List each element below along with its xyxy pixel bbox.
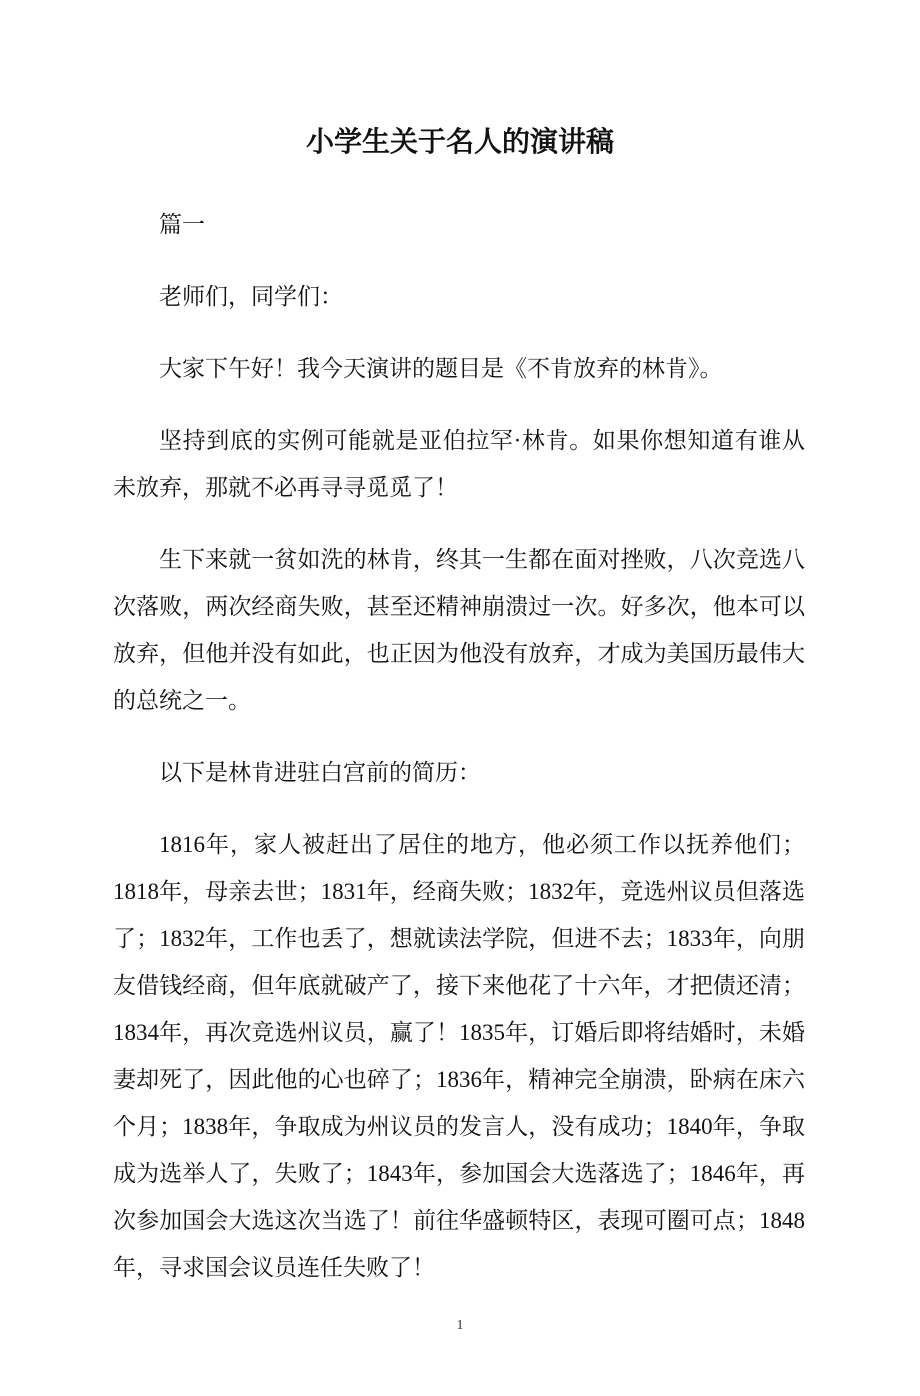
salutation: 老师们，同学们： [159, 284, 343, 309]
section-heading: 篇一 [159, 212, 205, 237]
document-body [113, 201, 805, 1291]
page-number: 1 [456, 1318, 464, 1333]
paragraph: 大家下午好！我今天演讲的题目是《不肯放弃的林肯》。 [159, 356, 723, 381]
paragraph: 生下来就一贫如洗的林肯，终其一生都在面对挫败，八次竞选八次落败，两次经商失败，甚至还精神崩溃过一次。好多次，他本可以放弃，但他并没有如此，也正因为他没有放弃，才成为美国历最伟大的总统之一。 [113, 547, 805, 713]
paragraph: 1816年，家人被赶出了居住的地方，他必须工作以抚养他们；1818年，母亲去世；1831年，经商失败；1832年，竞选州议员但落选了；1832年，工作也丢了，想就读法学院，但进不去；1833年，向朋友借钱经商，但年底就破产了，接下来他花了十六年，才把债还清；1834年，再次竞选州议员，赢了！1835年，订婚后即将结婚时，未婚妻却死了，因此他的心也碎了；1836年，精神完全崩溃，卧病在床六个月；1838年，争取成为州议员的发言人，没有成功；1840年，争取成为选举人了，失败了；1843年，参加国会大选落选了；1846年，再次参加国会大选这次当选了！前往华盛顿特区，表现可圈可点；1848年，寻求国会议员连任失败了！ [113, 832, 805, 1280]
paragraph: 坚持到底的实例可能就是亚伯拉罕·林肯。如果你想知道有谁从未放弃，那就不必再寻寻觅觅了！ [113, 428, 805, 500]
document-title: 小学生关于名人的演讲稿 [305, 125, 614, 158]
paragraph: 以下是林肯进驻白宫前的简历： [159, 760, 481, 785]
